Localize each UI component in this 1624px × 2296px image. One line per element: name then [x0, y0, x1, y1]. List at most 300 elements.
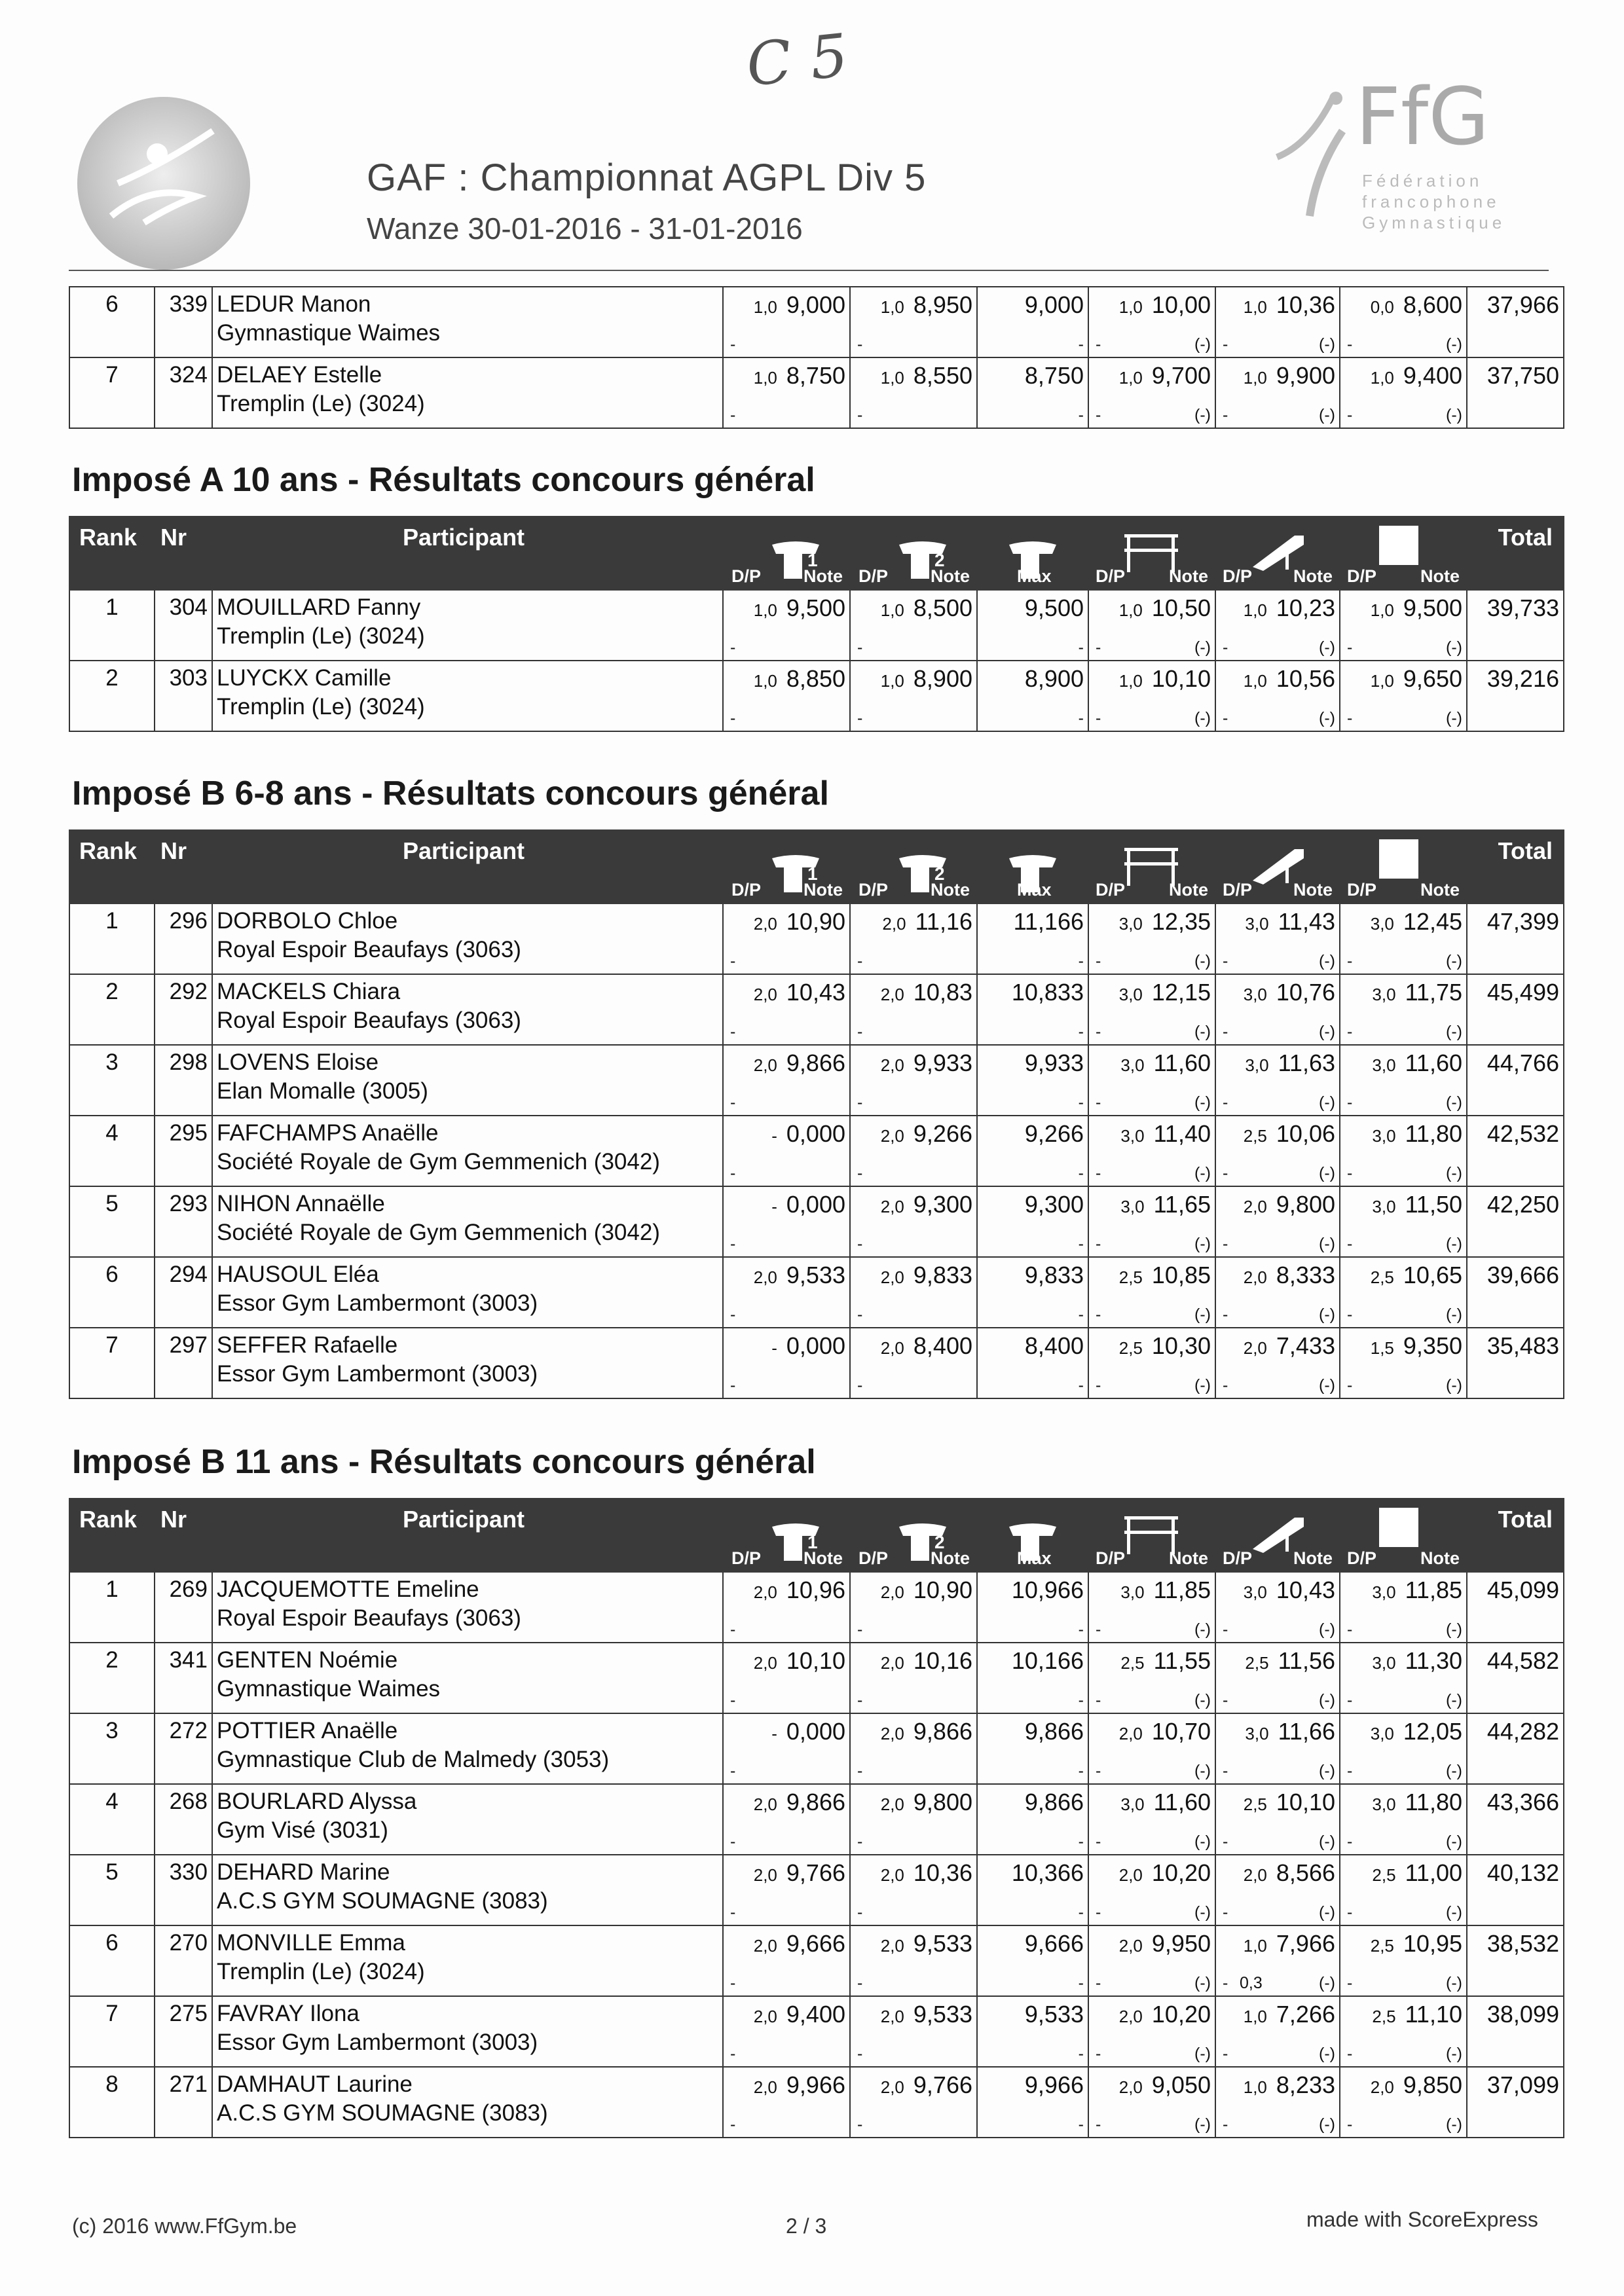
penalty-mark: (-): [1194, 1691, 1211, 1709]
dp-value: 2,5: [1118, 1338, 1143, 1358]
total-score: 38,532: [1486, 1930, 1559, 1957]
nr-header: Nr: [160, 837, 187, 864]
max-value: 9,500: [1024, 594, 1084, 621]
club-name: Tremplin (Le) (3024): [217, 391, 425, 416]
note-value: 10,95: [1403, 1930, 1462, 1957]
note-value: 9,533: [913, 1930, 972, 1957]
penalty-mark: (-): [1446, 1691, 1462, 1709]
dash-mark: -: [857, 1164, 863, 1182]
nr-cell: [155, 1572, 212, 1643]
penalty-mark: (-): [1446, 1164, 1462, 1182]
penalty-mark: (-): [1194, 1235, 1211, 1253]
dp-header: D/P: [1347, 880, 1377, 900]
penalty-mark: (-): [1446, 2115, 1462, 2134]
club-name: Gym Visé (3031): [217, 1817, 388, 1843]
total-cell: [1467, 1257, 1564, 1328]
vault-max-cell: [977, 287, 1088, 357]
col-beam: [1215, 1499, 1340, 1572]
dash-mark: -: [730, 1691, 736, 1709]
note-value: 11,80: [1405, 1789, 1462, 1815]
dp-value: 2,0: [1370, 2077, 1394, 2097]
penalty-mark: (-): [1194, 1832, 1211, 1851]
gymnast-name: BOURLARD Alyssa: [217, 1789, 417, 1814]
rank-cell: [69, 974, 155, 1045]
penalty-mark: (-): [1446, 1620, 1462, 1639]
dp-value: 3,0: [1120, 1582, 1145, 1602]
note-value: 9,700: [1151, 362, 1211, 389]
header-divider: [69, 270, 1549, 271]
total-cell: [1467, 1784, 1564, 1855]
dash-mark: -: [857, 2115, 863, 2134]
uneven-bars-cell: [1088, 1713, 1215, 1784]
rank-value: 1: [105, 594, 119, 620]
result-row: [69, 1855, 1564, 1925]
vault-max-cell: [977, 1186, 1088, 1257]
dp-value: 3,0: [1118, 914, 1143, 934]
max-value: 10,833: [1011, 979, 1084, 1006]
rank-cell: [69, 1257, 155, 1328]
floor-cell: [1340, 1643, 1467, 1713]
beam-cell: [1215, 1855, 1340, 1925]
dash-mark: -: [1096, 709, 1101, 727]
gymnast-name: FAFCHAMPS Anaëlle: [217, 1120, 439, 1146]
dp-value: 2,5: [1245, 1653, 1269, 1673]
max-value: 9,300: [1024, 1191, 1084, 1218]
bib-number: 268: [169, 1789, 208, 1814]
bib-number: 330: [169, 1859, 208, 1885]
dash-mark: -: [1347, 1832, 1353, 1851]
note-value: 10,43: [1276, 1576, 1335, 1603]
dash-mark: -: [1223, 406, 1228, 424]
participant-cell: [212, 1996, 723, 2067]
col-vault-1: [723, 517, 850, 590]
max-value: 9,833: [1024, 1262, 1084, 1288]
club-name: Royal Espoir Beaufays (3063): [217, 1008, 521, 1033]
note-value: 11,00: [1405, 1859, 1462, 1886]
beam-cell: [1215, 1045, 1340, 1116]
uneven-bars-cell: [1088, 661, 1215, 731]
note-header: Note: [1420, 880, 1460, 900]
dp-value: 1,5: [1370, 1338, 1394, 1358]
result-row: [69, 1784, 1564, 1855]
penalty-mark: (-): [1194, 1903, 1211, 1922]
note-value: 11,80: [1405, 1120, 1462, 1147]
rank-value: 3: [105, 1049, 119, 1075]
participant-cell: [212, 661, 723, 731]
penalty-mark: (-): [1319, 1023, 1335, 1041]
penalty-mark: (-): [1194, 1164, 1211, 1182]
footer-page-number: 2 / 3: [786, 2214, 827, 2238]
club-name: Royal Espoir Beaufays (3063): [217, 1605, 521, 1631]
section-title: Imposé B 11 ans - Résultats concours général: [72, 1443, 816, 1481]
col-participant: [212, 830, 723, 903]
dash-mark: -: [1223, 709, 1228, 727]
dash-mark: -: [1347, 1903, 1353, 1922]
floor-cell: [1340, 590, 1467, 661]
dp-value: 2,0: [880, 1267, 904, 1287]
note-value: 10,10: [786, 1647, 845, 1674]
participant-cell: [212, 1713, 723, 1784]
col-vault-2: [850, 517, 977, 590]
note-value: 10,06: [1276, 1120, 1335, 1147]
rank-value: 6: [105, 1930, 119, 1956]
uneven-bars-cell: [1088, 357, 1215, 428]
result-row: [69, 590, 1564, 661]
dp-value: 2,5: [1243, 1126, 1267, 1146]
penalty-mark: (-): [1319, 1620, 1335, 1639]
vault-max-cell: [977, 1855, 1088, 1925]
gymnast-name: DEHARD Marine: [217, 1859, 390, 1885]
total-cell: [1467, 1925, 1564, 1996]
dash-mark: -: [1096, 1974, 1101, 1992]
section-title: Imposé B 6-8 ans - Résultats concours général: [72, 774, 829, 812]
nr-cell: [155, 1257, 212, 1328]
beam-cell: [1215, 1257, 1340, 1328]
note-value: 10,83: [913, 979, 972, 1006]
penalty-mark: (-): [1194, 1974, 1211, 1992]
participant-cell: [212, 1925, 723, 1996]
dash-mark: -: [857, 1832, 863, 1851]
note-value: 10,20: [1151, 1859, 1211, 1886]
dash-mark: -: [1096, 406, 1101, 424]
rank-cell: [69, 1045, 155, 1116]
note-value: 8,950: [913, 291, 972, 318]
col-total: [1467, 1499, 1564, 1572]
note-value: 7,433: [1276, 1332, 1335, 1359]
rank-value: 1: [105, 1576, 119, 1602]
dp-header: D/P: [1096, 1548, 1126, 1568]
dp-value: 2,0: [880, 1724, 904, 1743]
rank-value: 7: [105, 1332, 119, 1358]
dp-value: -: [771, 1338, 777, 1358]
total-header: Total: [1498, 524, 1553, 551]
dash-mark: -: [1223, 1164, 1228, 1182]
total-score: 44,766: [1486, 1049, 1559, 1076]
vault-max-cell: [977, 903, 1088, 974]
rank-header: Rank: [79, 1506, 138, 1533]
col-vault-max: [977, 517, 1088, 590]
max-value: 9,866: [1024, 1789, 1084, 1815]
total-cell: [1467, 2067, 1564, 2138]
dp-value: 3,0: [1120, 1795, 1145, 1814]
dash-mark: -: [1096, 1903, 1101, 1922]
dash-mark: -: [1223, 1903, 1228, 1922]
dash-mark: -: [857, 1691, 863, 1709]
penalty-mark: (-): [1194, 1023, 1211, 1041]
dash-mark: -: [1096, 2045, 1101, 2063]
uneven-bars-cell: [1088, 1996, 1215, 2067]
dash-mark: -: [857, 709, 863, 727]
dp-value: 1,0: [1243, 671, 1267, 691]
rank-value: 6: [105, 291, 119, 317]
note-header: Note: [1293, 1548, 1333, 1568]
note-value: 9,350: [1403, 1332, 1462, 1359]
dp-header: D/P: [858, 1548, 889, 1568]
rank-cell: [69, 1328, 155, 1398]
note-value: 0,000: [786, 1120, 845, 1147]
note-value: 10,10: [1276, 1789, 1335, 1815]
dp-value: 2,0: [753, 1582, 777, 1602]
dp-value: 3,0: [1243, 1582, 1267, 1602]
vault-1-number: 1: [807, 1532, 818, 1552]
bib-number: 297: [169, 1332, 208, 1358]
note-header: Note: [1420, 1548, 1460, 1568]
note-value: 9,866: [913, 1718, 972, 1745]
club-name: Gymnastique Club de Malmedy (3053): [217, 1747, 610, 1772]
uneven-bars-cell: [1088, 1257, 1215, 1328]
dp-value: 2,5: [1243, 1795, 1267, 1814]
dp-header: D/P: [731, 880, 762, 900]
participant-cell: [212, 1186, 723, 1257]
dp-value: 2,5: [1118, 1267, 1143, 1287]
total-score: 39,666: [1486, 1262, 1559, 1288]
nr-cell: [155, 357, 212, 428]
beam-cell: [1215, 287, 1340, 357]
dash-mark: -: [1223, 2045, 1228, 2063]
total-score: 40,132: [1486, 1859, 1559, 1886]
dp-value: 1,0: [1370, 600, 1394, 620]
dash-mark: -: [1223, 1093, 1228, 1112]
dash-mark: -: [730, 1376, 736, 1394]
penalty-mark: (-): [1319, 1832, 1335, 1851]
dp-value: -: [771, 1724, 777, 1743]
dp-value: 1,0: [1243, 297, 1267, 317]
total-cell: [1467, 287, 1564, 357]
note-value: 11,40: [1153, 1120, 1211, 1147]
floor-cell: [1340, 1925, 1467, 1996]
total-score: 42,532: [1486, 1120, 1559, 1147]
dash-mark: -: [1223, 1235, 1228, 1253]
beam-cell: [1215, 1572, 1340, 1643]
note-value: 9,766: [786, 1859, 845, 1886]
rank-value: 2: [105, 979, 119, 1004]
total-cell: [1467, 1186, 1564, 1257]
note-value: 9,866: [786, 1049, 845, 1076]
note-value: 10,36: [1276, 291, 1335, 318]
rank-cell: [69, 1643, 155, 1713]
dp-header: D/P: [858, 566, 889, 586]
club-name: Tremplin (Le) (3024): [217, 623, 425, 649]
dash-mark: -: [1347, 952, 1353, 970]
bib-number: 341: [169, 1647, 208, 1673]
dp-value: -: [771, 1197, 777, 1216]
dash-mark: -: [1078, 2115, 1084, 2134]
note-value: 9,966: [786, 2071, 845, 2098]
dp-header: D/P: [1096, 566, 1126, 586]
club-name: Essor Gym Lambermont (3003): [217, 1361, 538, 1387]
note-value: 11,50: [1405, 1191, 1462, 1218]
result-row: [69, 974, 1564, 1045]
dash-mark: -: [1096, 1305, 1101, 1324]
note-value: 8,233: [1276, 2071, 1335, 2098]
note-value: 11,43: [1278, 908, 1335, 935]
vault-max-cell: [977, 590, 1088, 661]
dash-mark: -: [1223, 1376, 1228, 1394]
penalty-mark: (-): [1319, 1305, 1335, 1324]
dash-mark: -: [1347, 335, 1353, 354]
rank-value: 4: [105, 1120, 119, 1146]
results-table: [69, 286, 1564, 429]
penalty-mark: (-): [1446, 952, 1462, 970]
note-value: 11,66: [1278, 1718, 1335, 1745]
participant-cell: [212, 1328, 723, 1398]
penalty-mark: (-): [1446, 1903, 1462, 1922]
note-header: Note: [803, 566, 843, 586]
vault-2-cell: [850, 1925, 977, 1996]
dash-mark: -: [730, 2045, 736, 2063]
club-name: Gymnastique Waimes: [217, 1676, 441, 1702]
dash-mark: -: [1078, 1832, 1084, 1851]
vault-2-cell: [850, 1643, 977, 1713]
result-row: [69, 903, 1564, 974]
total-score: 35,483: [1486, 1332, 1559, 1359]
vault-2-cell: [850, 1572, 977, 1643]
page-title: GAF : Championnat AGPL Div 5: [367, 156, 927, 199]
beam-cell: [1215, 1713, 1340, 1784]
dash-mark: -: [1078, 1620, 1084, 1639]
dp-header: D/P: [1347, 1548, 1377, 1568]
vault-2-number: 2: [934, 550, 945, 570]
uneven-bars-cell: [1088, 903, 1215, 974]
dash-mark: -: [1347, 2045, 1353, 2063]
gymnast-name: FAVRAY Ilona: [217, 2001, 360, 2026]
dp-value: 1,0: [1118, 297, 1143, 317]
dp-value: 2,0: [880, 2077, 904, 2097]
rank-cell: [69, 1784, 155, 1855]
dash-mark: -: [1078, 1235, 1084, 1253]
dash-mark: -: [730, 1903, 736, 1922]
vault-1-cell: [723, 287, 850, 357]
penalty-mark: (-): [1446, 709, 1462, 727]
col-participant: [212, 517, 723, 590]
note-value: 10,96: [786, 1576, 845, 1603]
floor-cell: [1340, 357, 1467, 428]
nr-cell: [155, 1186, 212, 1257]
col-nr: [155, 1499, 212, 1572]
penalty-mark: (-): [1446, 2045, 1462, 2063]
uneven-bars-cell: [1088, 1116, 1215, 1186]
dp-value: 2,0: [753, 1795, 777, 1814]
dp-value: 1,0: [880, 368, 904, 388]
vault-1-cell: [723, 974, 850, 1045]
dash-mark: -: [1096, 1235, 1101, 1253]
gymnast-name: DORBOLO Chloe: [217, 908, 398, 934]
col-floor: [1340, 1499, 1467, 1572]
dp-value: 3,0: [1372, 1582, 1396, 1602]
note-value: 11,10: [1405, 2001, 1462, 2028]
note-value: 10,76: [1276, 979, 1335, 1006]
vault-max-cell: [977, 2067, 1088, 2138]
dash-mark: -: [1096, 1023, 1101, 1041]
rank-cell: [69, 1186, 155, 1257]
dp-value: 3,0: [1372, 985, 1396, 1004]
dash-mark: -: [730, 1620, 736, 1639]
dash-mark: -: [1078, 335, 1084, 354]
dash-mark: -: [1096, 335, 1101, 354]
bib-number: 270: [169, 1930, 208, 1956]
rank-value: 3: [105, 1718, 119, 1743]
rank-cell: [69, 357, 155, 428]
total-score: 47,399: [1486, 908, 1559, 935]
rank-value: 5: [105, 1191, 119, 1216]
note-value: 9,833: [913, 1262, 972, 1288]
note-value: 10,85: [1151, 1262, 1211, 1288]
dp-value: 3,0: [1370, 1724, 1394, 1743]
vault-1-cell: [723, 661, 850, 731]
col-vault-max: [977, 1499, 1088, 1572]
vault-1-cell: [723, 1784, 850, 1855]
note-value: 8,333: [1276, 1262, 1335, 1288]
note-value: 9,533: [786, 1262, 845, 1288]
nr-cell: [155, 2067, 212, 2138]
dp-value: 3,0: [1120, 1126, 1145, 1146]
note-value: 9,800: [913, 1789, 972, 1815]
dash-mark: -: [1096, 1762, 1101, 1780]
col-beam: [1215, 830, 1340, 903]
penalty-mark: (-): [1319, 406, 1335, 424]
dp-header: D/P: [1223, 1548, 1253, 1568]
dash-mark: -: [1096, 952, 1101, 970]
note-value: 11,63: [1278, 1049, 1335, 1076]
note-value: 8,850: [786, 665, 845, 692]
vault-1-cell: [723, 357, 850, 428]
note-header: Note: [931, 566, 970, 586]
dp-value: 3,0: [1120, 1055, 1145, 1075]
dash-mark: -: [1223, 952, 1228, 970]
total-score: 37,099: [1486, 2071, 1559, 2098]
note-value: 8,550: [913, 362, 972, 389]
note-header: Note: [931, 1548, 970, 1568]
col-total: [1467, 830, 1564, 903]
note-value: 10,65: [1403, 1262, 1462, 1288]
vault-2-cell: [850, 1257, 977, 1328]
note-value: 10,20: [1151, 2001, 1211, 2028]
note-header: Note: [1169, 566, 1208, 586]
dp-value: 1,0: [1118, 600, 1143, 620]
gymnast-name: POTTIER Anaëlle: [217, 1718, 398, 1743]
col-nr: [155, 830, 212, 903]
bib-number: 324: [169, 362, 208, 388]
beam-cell: [1215, 1925, 1340, 1996]
ffg-logo-caption: Fédération francophone Gymnastique: [1362, 171, 1506, 232]
floor-cell: [1340, 1572, 1467, 1643]
bib-number: 303: [169, 665, 208, 691]
results-table: [69, 829, 1564, 1399]
penalty-mark: (-): [1194, 1762, 1211, 1780]
dp-value: 2,0: [1118, 1936, 1143, 1956]
vault-2-number: 2: [934, 864, 945, 884]
vault-1-cell: [723, 1855, 850, 1925]
uneven-bars-cell: [1088, 287, 1215, 357]
dash-mark: -: [1078, 952, 1084, 970]
floor-cell: [1340, 903, 1467, 974]
vault-max-cell: [977, 1713, 1088, 1784]
note-header: Note: [1169, 1548, 1208, 1568]
dash-mark: -: [730, 406, 736, 424]
rank-cell: [69, 287, 155, 357]
bib-number: 304: [169, 594, 208, 620]
beam-cell: [1215, 1328, 1340, 1398]
dash-mark: -: [1223, 1691, 1228, 1709]
dp-header: D/P: [731, 1548, 762, 1568]
vault-max-cell: [977, 1925, 1088, 1996]
dash-mark: -: [857, 2045, 863, 2063]
dp-value: 3,0: [1372, 1197, 1396, 1216]
gymnast-name: MOUILLARD Fanny: [217, 594, 421, 620]
dash-mark: -: [730, 1023, 736, 1041]
dash-mark: -: [1347, 1235, 1353, 1253]
dp-header: D/P: [1223, 880, 1253, 900]
